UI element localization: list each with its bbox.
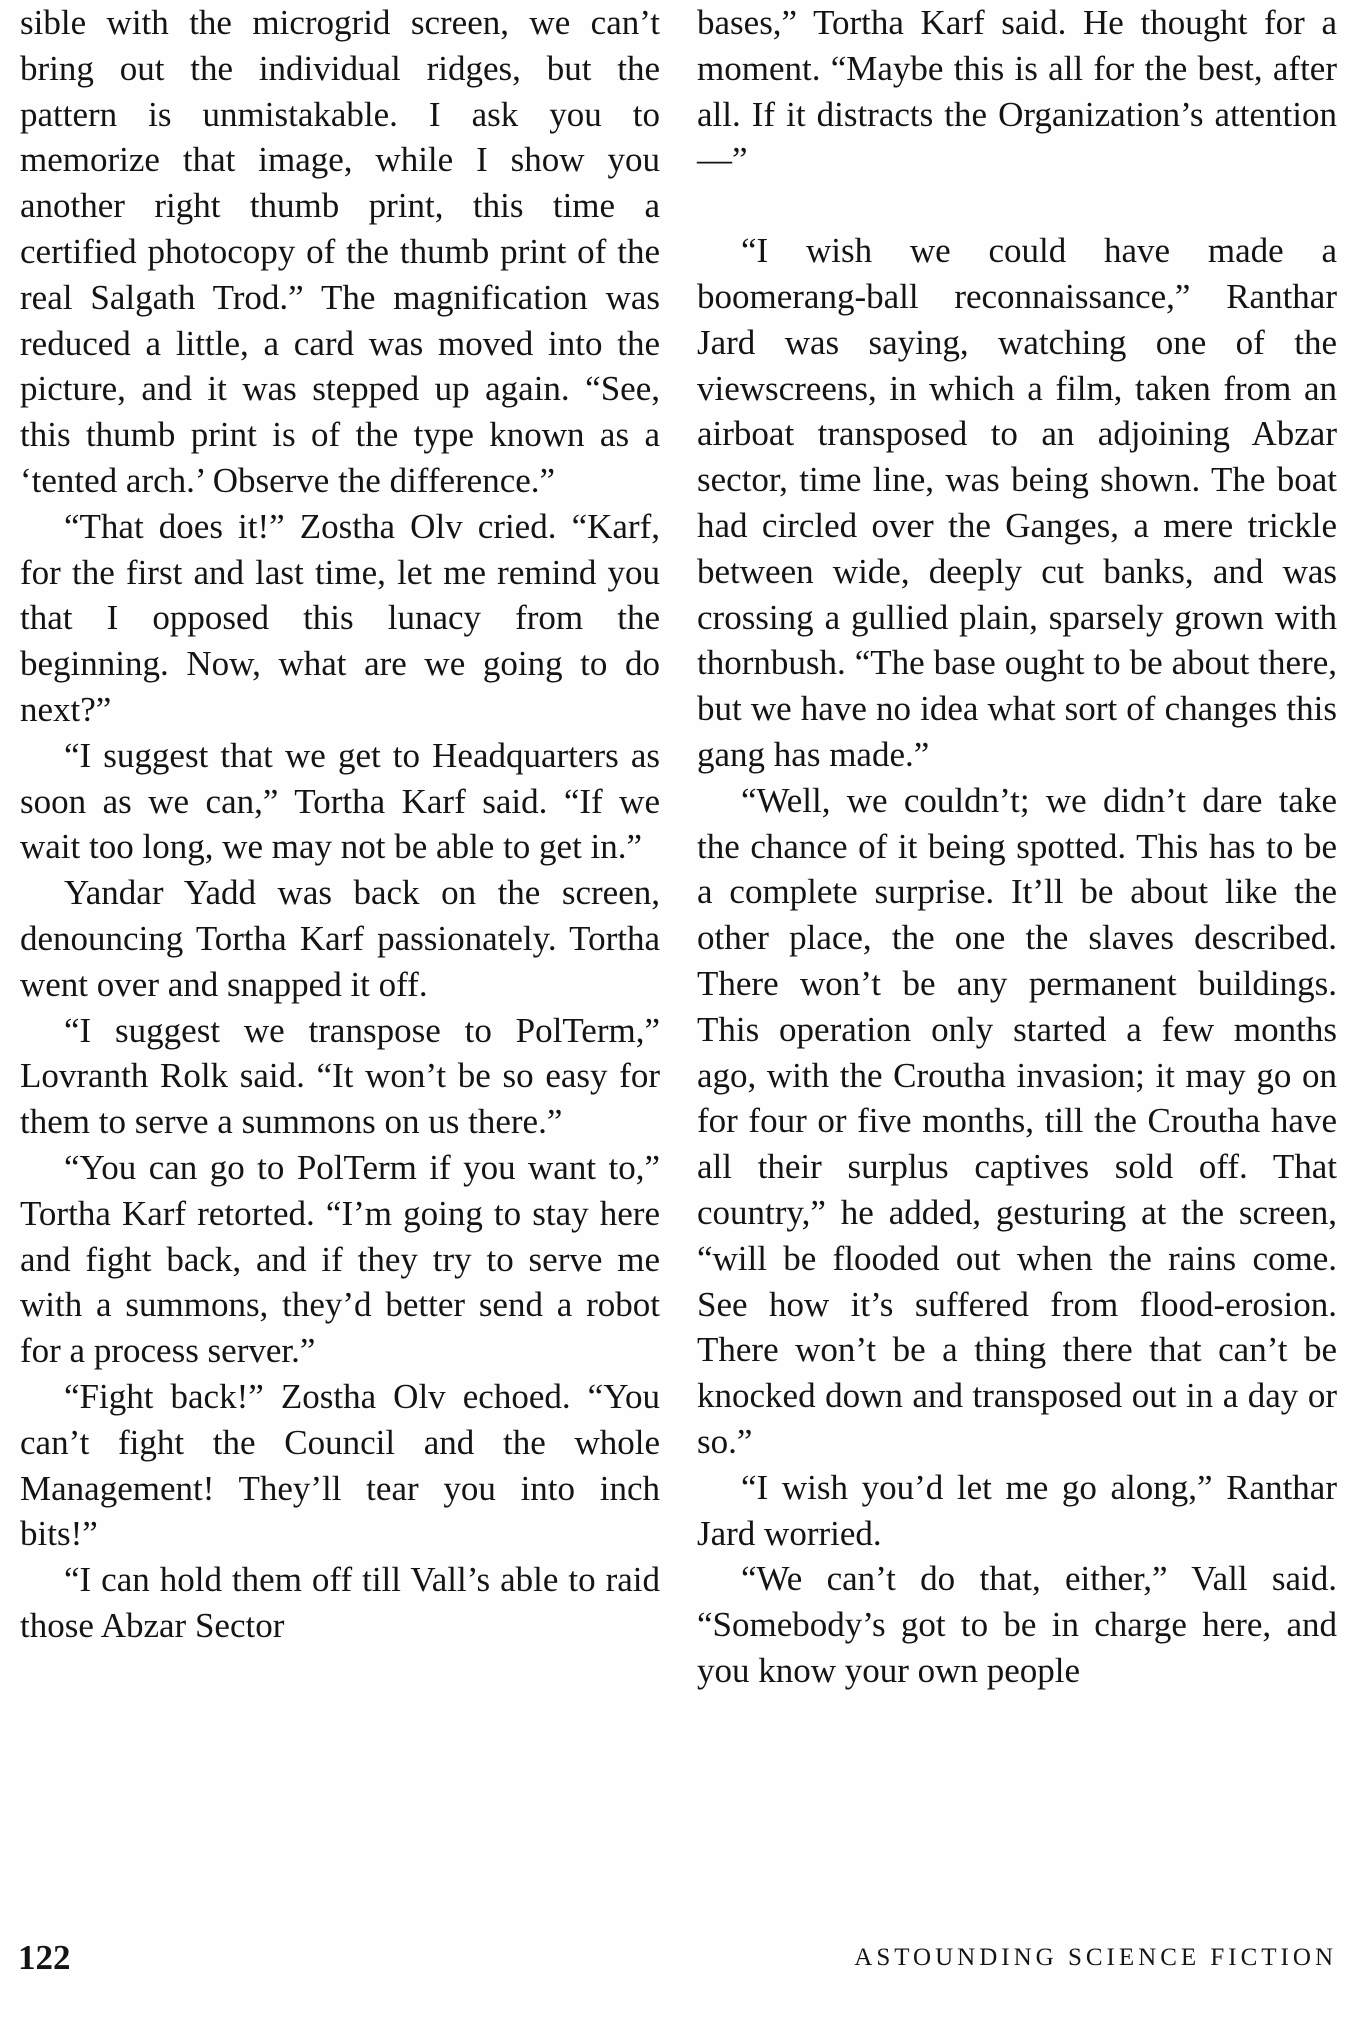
paragraph: “I can hold them off till Vall’s able to raid those Abzar Sector	[20, 1560, 660, 1645]
paragraph: “I suggest we transpose to PolTerm,” Lovranth Rolk said. “It won’t be so easy for them to serve a summons on us there.”	[20, 1010, 660, 1142]
paragraph: “You can go to PolTerm if you want to,” Tortha Karf retorted. “I’m going to stay here and fight back, and if they try to serve me with a summons, they’d better send a robot for a process server.”	[20, 1147, 660, 1371]
paragraph: bases,” Tortha Karf said. He thought for a moment. “Maybe this is all for the best, after all. If it distracts the Organization’s attention—”	[697, 3, 1337, 180]
paragraph: “Fight back!” Zostha Olv echoed. “You can’t fight the Council and the whole Management! They’ll tear you into inch bits!”	[20, 1376, 660, 1554]
left-column	[20, 0, 660, 1649]
paragraph: Yandar Yadd was back on the screen, denouncing Tortha Karf passionately. Tortha went over and snapped it off.	[20, 873, 660, 1004]
paragraph: “That does it!” Zostha Olv cried. “Karf, for the first and last time, let me remind you that I opposed this lunacy from the beginning. Now, what are we going to do next?”	[20, 506, 660, 729]
right-column	[697, 0, 1337, 1694]
paragraph: “We can’t do that, either,” Vall said. “Somebody’s got to be in charge here, and you know your own people	[697, 1559, 1337, 1690]
page-number: 122	[18, 1938, 71, 1977]
paragraph: “Well, we couldn’t; we didn’t dare take the chance of it being spotted. This has to be a complete surprise. It’ll be about like the other place, the one the slaves described. There won’t be any permanent buildings. This operation only started a few months ago, with the Croutha invasion; it may go on for four or five months, till the Croutha have all their surplus captives sold off. That country,” he added, gesturing at the screen, “will be flooded out when the rains come. See how it’s suffered from flood-erosion. There won’t be a thing there that can’t be knocked down and transposed out in a day or so.”	[697, 780, 1337, 1461]
paragraph: “I wish we could have made a boomerang-ball reconnaissance,” Ranthar Jard was saying, watching one of the viewscreens, in which a film, taken from an airboat transposed to an adjoining Abzar sector, time line, was being shown. The boat had circled over the Ganges, a mere trickle between wide, deeply cut banks, and was crossing a gullied plain, sparsely grown with thornbush. “The base ought to be about there, but we have no idea what sort of changes this gang has made.”	[697, 231, 1337, 774]
paragraph: “I suggest that we get to Headquarters as soon as we can,” Tortha Karf said. “If we wait too long, we may not be able to get in.”	[20, 735, 660, 867]
paragraph: sible with the microgrid screen, we can’t bring out the individual ridges, but the pattern is unmistakable. I ask you to memorize that image, while I show you another right thumb print, this time a certified photocopy of the thumb print of the real Salgath Trod.” The magnification was reduced a little, a card was moved into the picture, and it was stepped up again. “See, this thumb print is of the type known as a ‘tented arch.’ Observe the difference.”	[20, 3, 660, 500]
paragraph: “I wish you’d let me go along,” Ranthar Jard worried.	[697, 1467, 1337, 1553]
running-title: ASTOUNDING SCIENCE FICTION	[854, 1944, 1337, 1971]
